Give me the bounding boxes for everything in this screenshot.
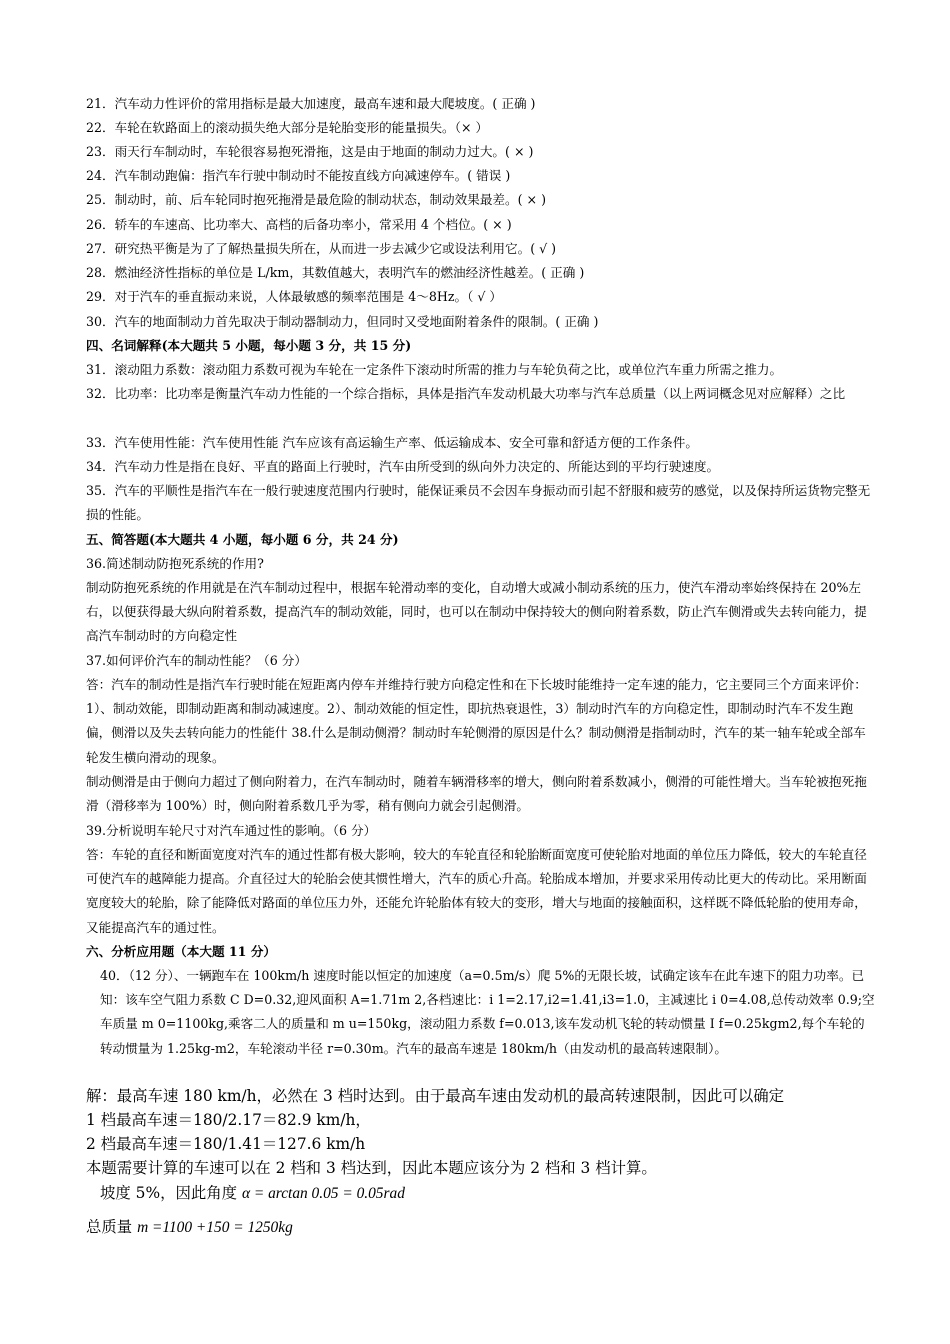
solution-line-5: [100, 1182, 405, 1205]
term-34: 34．汽车动力性是指在良好、平直的路面上行驶时，汽车由所受到的纵向外力决定的、所能达到的平均行驶速度。: [86, 459, 720, 474]
tf-item-26: 26．轿车的车速高、比功率大、高档的后备功率小，常采用 4 个档位。( × ): [86, 217, 512, 232]
tf-item-25: 25．制动时，前、后车轮同时抱死拖滑是最危险的制动状态，制动效果最差。( × ): [86, 192, 547, 207]
solution-line-2: 1 档最高车速＝180/2.17＝82.9 km/h，: [86, 1111, 371, 1129]
question-39: 39.分析说明车轮尺寸对汽车通过性的影响。（6 分）: [86, 823, 377, 838]
solution-line-6: [86, 1216, 293, 1239]
question-40: 40．（12 分）、一辆跑车在 100km/h 速度时能以恒定的加速度（a=0.5m/s）爬 5%的无限长坡，试确定该车在此车速下的阻力功率。已知：该车空气阻力系数 C D=0.32,迎风面积 A=1.71m 2,各档速比：i 1=2.17,i2=1.41,i3=1.0，主减速比 i 0=4.08,总传动效率 0.9;空车质量 m 0=1100kg,乘客二人的质量和 m u=150kg，滚动阻力系数 f=0.013,该车发动机飞轮的转动惯量 I f=0.25kgm2,每个车轮的转动惯量为 1.25kg-m2，车轮滚动半径 r=0.30m。汽车的最高车速是 180km/h（由发动机的最高转速限制）。: [100, 968, 875, 1056]
tf-item-22: 22．车轮在软路面上的滚动损失绝大部分是轮胎变形的能量损失。（× ）: [86, 120, 489, 135]
term-32: 32．比功率：比功率是衡量汽车动力性能的一个综合指标，具体是指汽车发动机最大功率与汽车总质量（以上两词概念见对应解释）之比: [86, 386, 846, 401]
tf-item-30: 30．汽车的地面制动力首先取决于制动器制动力，但同时又受地面附着条件的限制。( 正确 ): [86, 314, 599, 329]
answer-39: 答：车轮的直径和断面宽度对汽车的通过性都有极大影响，较大的车轮直径和轮胎断面宽度可使轮胎对地面的单位压力降低，较大的车轮直径可使汽车的越障能力提高。介直径过大的轮胎会使其惯性增大，汽车的质心升高。轮胎成本增加，并要求采用传动比更大的传动比。采用断面宽度较大的轮胎，除了能降低对路面的单位压力外，还能允许轮胎体有较大的变形，增大与地面的接触面积，这样既不降低轮胎的使用寿命，又能提高汽车的通过性。: [86, 847, 867, 935]
tf-item-27: 27．研究热平衡是为了了解热量损失所在，从而进一步去减少它或设法利用它。( √ ): [86, 241, 557, 256]
solution-line-5-text: 坡度 5%，因此角度: [100, 1184, 242, 1202]
tf-item-29: 29．对于汽车的垂直振动来说，人体最敏感的频率范围是 4～8Hz。（ √ ）: [86, 289, 503, 304]
term-35: 35．汽车的平顺性是指汽车在一般行驶速度范围内行驶时，能保证乘员不会因车身振动而引起不舒服和疲劳的感觉，以及保持所运货物完整无损的性能。: [86, 483, 871, 523]
tf-item-21: 21．汽车动力性评价的常用指标是最大加速度，最高车速和最大爬坡度。( 正确 ): [86, 96, 536, 111]
term-33: 33．汽车使用性能：汽车使用性能 汽车应该有高运输生产率、低运输成本、安全可靠和舒适方便的工作条件。: [86, 435, 698, 450]
solution-line-1: 解：最高车速 180 km/h，必然在 3 档时达到。由于最高车速由发动机的最高转速限制，因此可以确定: [86, 1087, 784, 1105]
section-5-heading: 五、简答题(本大题共 4 小题，每小题 6 分，共 24 分): [86, 532, 399, 547]
solution-line-3: 2 档最高车速＝180/1.41＝127.6 km/h: [86, 1135, 366, 1153]
tf-item-28: 28．燃油经济性指标的单位是 L/km，其数值越大，表明汽车的燃油经济性越差。( 正确 ): [86, 265, 585, 280]
answer-37: 答：汽车的制动性是指汽车行驶时能在短距离内停车并维持行驶方向稳定性和在下长坡时能维持一定车速的能力，它主要同三个方面来评价：1）、制动效能，即制动距离和制动减速度。2）、制动效能的恒定性，即抗热衰退性，3）制动时汽车的方向稳定性，即制动时汽车不发生跑偏，侧滑以及失去转向能力的性能什 38.什么是制动侧滑？制动时车轮侧滑的原因是什么？制动侧滑是指制动时，汽车的某一轴车轮或全部车轮发生横向滑动的现象。: [86, 677, 867, 765]
question-37: 37.如何评价汽车的制动性能？（6 分）: [86, 653, 307, 668]
term-31: 31．滚动阻力系数：滚动阻力系数可视为车轮在一定条件下滚动时所需的推力与车轮负荷之比，或单位汽车重力所需之推力。: [86, 362, 783, 377]
solution-line-4: 本题需要计算的车速可以在 2 档和 3 档达到，因此本题应该分为 2 档和 3 档计算。: [86, 1159, 657, 1177]
tf-item-24: 24．汽车制动跑偏：指汽车行驶中制动时不能按直线方向减速停车。( 错误 ): [86, 168, 511, 183]
solution-line-6-text: 总质量: [86, 1218, 138, 1236]
answer-38: 制动侧滑是由于侧向力超过了侧向附着力，在汽车制动时，随着车辆滑移率的增大，侧向附着系数减小，侧滑的可能性增大。当车轮被抱死拖滑（滑移率为 100%）时，侧向附着系数几乎为零，稍有侧向力就会引起侧滑。: [86, 774, 867, 814]
section-6-heading: 六、分析应用题（本大题 11 分）: [86, 944, 277, 959]
slope-angle-formula: α = arctan 0.05 = 0.05rad: [241, 1185, 405, 1202]
tf-item-23: 23．雨天行车制动时，车轮很容易抱死滑拖，这是由于地面的制动力过大。( × ): [86, 144, 534, 159]
answer-36: 制动防抱死系统的作用就是在汽车制动过程中，根据车轮滑动率的变化，自动增大或减小制动系统的压力，使汽车滑动率始终保持在 20%左右，以便获得最大纵向附着系数，提高汽车的制动效能，同时，也可以在制动中保持较大的侧向附着系数，防止汽车侧滑或失去转向能力，提高汽车制动时的方向稳定性: [86, 580, 867, 644]
section-4-heading: 四、名词解释(本大题共 5 小题，每小题 3 分，共 15 分): [86, 338, 412, 353]
total-mass-formula: m =1100 +150 = 1250kg: [137, 1219, 293, 1236]
question-36: 36.简述制动防抱死系统的作用?: [86, 556, 264, 571]
